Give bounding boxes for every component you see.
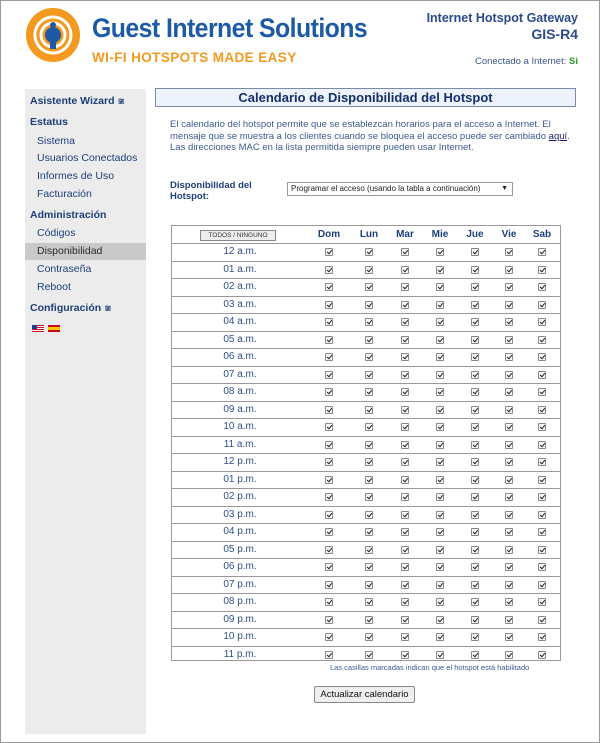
schedule-checkbox[interactable] bbox=[505, 248, 513, 256]
row-divider bbox=[172, 628, 560, 629]
schedule-checkbox[interactable] bbox=[505, 336, 513, 344]
product-model: GIS-R4 bbox=[531, 26, 578, 42]
connection-label: Conectado a Internet: bbox=[475, 56, 567, 67]
schedule-checkbox[interactable] bbox=[436, 651, 444, 659]
row-divider bbox=[172, 418, 560, 419]
sidebar-item-informes-de-uso[interactable]: Informes de Uso bbox=[37, 170, 115, 182]
schedule-checkbox[interactable] bbox=[365, 353, 373, 361]
schedule-checkbox[interactable] bbox=[436, 283, 444, 291]
intro-text: El calendario del hotspot permite que se establezcan horarios para el acceso a Internet. El mensaje que se muestra a los clientes cuando se bloquea el acceso puede ser cambiado aquí. Las direcciones MAC en la lista permitida siempre pueden usar Internet. bbox=[170, 119, 570, 153]
hour-label: 02 p.m. bbox=[223, 491, 257, 502]
hour-label: 01 a.m. bbox=[223, 263, 257, 275]
schedule-checkbox[interactable] bbox=[401, 423, 409, 431]
connection-value: Si bbox=[569, 56, 578, 67]
schedule-checkbox[interactable] bbox=[365, 598, 373, 606]
row-divider bbox=[172, 261, 560, 262]
schedule-checkbox[interactable] bbox=[365, 248, 373, 256]
hour-label: 08 p.m. bbox=[223, 596, 257, 607]
schedule-checkbox[interactable] bbox=[365, 458, 373, 466]
row-divider bbox=[172, 296, 560, 297]
schedule-checkbox[interactable] bbox=[505, 441, 513, 449]
schedule-checkbox[interactable] bbox=[365, 581, 373, 589]
schedule-checkbox[interactable] bbox=[538, 301, 546, 309]
row-divider bbox=[172, 313, 560, 314]
schedule-checkbox[interactable] bbox=[538, 318, 546, 326]
schedule-checkbox[interactable] bbox=[401, 581, 409, 589]
sidebar-item-contrasena[interactable]: Contraseña bbox=[37, 263, 92, 275]
schedule-checkbox[interactable] bbox=[538, 423, 546, 431]
schedule-checkbox[interactable] bbox=[436, 581, 444, 589]
schedule-checkbox[interactable] bbox=[471, 511, 479, 519]
schedule-checkbox[interactable] bbox=[505, 581, 513, 589]
schedule-checkbox[interactable] bbox=[401, 493, 409, 501]
schedule-checkbox[interactable] bbox=[538, 441, 546, 449]
schedule-checkbox[interactable] bbox=[365, 511, 373, 519]
sidebar-item-codigos[interactable]: Códigos bbox=[37, 227, 76, 239]
schedule-checkbox[interactable] bbox=[365, 318, 373, 326]
schedule-checkbox[interactable] bbox=[436, 336, 444, 344]
product-name: Internet Hotspot Gateway bbox=[426, 11, 578, 25]
schedule-checkbox[interactable] bbox=[401, 406, 409, 414]
schedule-checkbox[interactable] bbox=[325, 283, 333, 291]
schedule-checkbox[interactable] bbox=[471, 546, 479, 554]
schedule-checkbox[interactable] bbox=[401, 476, 409, 484]
schedule-checkbox[interactable] bbox=[538, 406, 546, 414]
schedule-checkbox[interactable] bbox=[538, 283, 546, 291]
schedule-checkbox[interactable] bbox=[471, 423, 479, 431]
hour-label: 08 a.m. bbox=[223, 386, 257, 397]
schedule-checkbox[interactable] bbox=[401, 563, 409, 571]
schedule-table bbox=[171, 225, 561, 661]
schedule-checkbox[interactable] bbox=[436, 388, 444, 396]
schedule-checkbox[interactable] bbox=[401, 528, 409, 536]
hour-label: 04 a.m. bbox=[223, 316, 257, 327]
brand-name: Guest Internet Solutions bbox=[92, 13, 368, 43]
schedule-checkbox[interactable] bbox=[505, 458, 513, 466]
hour-label: 10 a.m. bbox=[223, 421, 257, 432]
row-divider bbox=[172, 506, 560, 507]
schedule-checkbox[interactable] bbox=[505, 528, 513, 536]
schedule-checkbox[interactable] bbox=[436, 301, 444, 309]
schedule-checkbox[interactable] bbox=[325, 546, 333, 554]
schedule-checkbox[interactable] bbox=[325, 371, 333, 379]
schedule-checkbox[interactable] bbox=[365, 423, 373, 431]
schedule-checkbox[interactable] bbox=[538, 616, 546, 624]
schedule-checkbox[interactable] bbox=[471, 563, 479, 571]
schedule-checkbox[interactable] bbox=[505, 283, 513, 291]
schedule-checkbox[interactable] bbox=[471, 388, 479, 396]
schedule-checkbox[interactable] bbox=[505, 511, 513, 519]
schedule-checkbox[interactable] bbox=[325, 248, 333, 256]
day-header: Mie bbox=[431, 229, 449, 240]
schedule-checkbox[interactable] bbox=[436, 563, 444, 571]
schedule-checkbox[interactable] bbox=[471, 458, 479, 466]
schedule-checkbox[interactable] bbox=[538, 476, 546, 484]
schedule-checkbox[interactable] bbox=[436, 371, 444, 379]
connection-status bbox=[475, 56, 578, 67]
schedule-checkbox[interactable] bbox=[538, 651, 546, 659]
day-header: Vie bbox=[501, 229, 517, 240]
schedule-checkbox[interactable] bbox=[505, 616, 513, 624]
es-flag-icon[interactable] bbox=[48, 325, 60, 332]
schedule-checkbox[interactable] bbox=[401, 283, 409, 291]
schedule-checkbox[interactable] bbox=[538, 266, 546, 274]
schedule-checkbox[interactable] bbox=[401, 511, 409, 519]
sidebar-head-estatus: Estatus bbox=[30, 116, 68, 128]
schedule-checkbox[interactable] bbox=[325, 633, 333, 641]
schedule-checkbox[interactable] bbox=[365, 493, 373, 501]
schedule-checkbox[interactable] bbox=[401, 301, 409, 309]
schedule-checkbox[interactable] bbox=[538, 633, 546, 641]
schedule-checkbox[interactable] bbox=[365, 616, 373, 624]
schedule-checkbox[interactable] bbox=[505, 598, 513, 606]
schedule-checkbox[interactable] bbox=[471, 283, 479, 291]
schedule-checkbox[interactable] bbox=[471, 493, 479, 501]
schedule-checkbox[interactable] bbox=[471, 633, 479, 641]
hour-label: 02 a.m. bbox=[223, 281, 257, 292]
schedule-checkbox[interactable] bbox=[538, 546, 546, 554]
schedule-checkbox[interactable] bbox=[471, 476, 479, 484]
schedule-checkbox[interactable] bbox=[365, 283, 373, 291]
schedule-checkbox[interactable] bbox=[505, 301, 513, 309]
row-divider bbox=[172, 348, 560, 349]
row-divider bbox=[172, 331, 560, 332]
schedule-checkbox[interactable] bbox=[401, 353, 409, 361]
hour-label: 06 p.m. bbox=[223, 561, 257, 572]
schedule-checkbox[interactable] bbox=[538, 458, 546, 466]
schedule-checkbox[interactable] bbox=[325, 318, 333, 326]
row-divider bbox=[172, 471, 560, 472]
schedule-checkbox[interactable] bbox=[365, 371, 373, 379]
row-divider bbox=[172, 401, 560, 402]
sidebar bbox=[25, 89, 146, 734]
schedule-checkbox[interactable] bbox=[505, 388, 513, 396]
hour-label: 11 a.m. bbox=[223, 438, 257, 450]
schedule-checkbox[interactable] bbox=[325, 493, 333, 501]
sidebar-item-usuarios-conectados[interactable]: Usuarios Conectados bbox=[37, 152, 138, 164]
schedule-checkbox[interactable] bbox=[471, 651, 479, 659]
schedule-checkbox[interactable] bbox=[505, 423, 513, 431]
day-header: Mar bbox=[396, 229, 414, 240]
schedule-checkbox[interactable] bbox=[471, 318, 479, 326]
hour-label: 05 p.m. bbox=[223, 543, 257, 555]
schedule-checkbox[interactable] bbox=[471, 598, 479, 606]
schedule-checkbox[interactable] bbox=[365, 546, 373, 554]
schedule-checkbox[interactable] bbox=[436, 353, 444, 361]
schedule-checkbox[interactable] bbox=[325, 528, 333, 536]
schedule-checkbox[interactable] bbox=[325, 353, 333, 361]
schedule-checkbox[interactable] bbox=[325, 441, 333, 449]
schedule-checkbox[interactable] bbox=[436, 476, 444, 484]
schedule-checkbox[interactable] bbox=[538, 388, 546, 396]
sidebar-item-sistema[interactable]: Sistema bbox=[37, 135, 75, 147]
hour-label: 09 p.m. bbox=[223, 613, 257, 625]
schedule-checkbox[interactable] bbox=[471, 616, 479, 624]
schedule-checkbox[interactable] bbox=[365, 336, 373, 344]
schedule-checkbox[interactable] bbox=[401, 318, 409, 326]
schedule-checkbox[interactable] bbox=[505, 493, 513, 501]
schedule-checkbox[interactable] bbox=[471, 353, 479, 361]
schedule-checkbox[interactable] bbox=[538, 581, 546, 589]
row-divider bbox=[172, 436, 560, 437]
schedule-checkbox[interactable] bbox=[505, 563, 513, 571]
sidebar-item-reboot[interactable]: Reboot bbox=[37, 281, 71, 293]
schedule-checkbox[interactable] bbox=[471, 528, 479, 536]
update-calendar-button[interactable]: Actualizar calendario bbox=[314, 686, 415, 703]
schedule-checkbox[interactable] bbox=[365, 476, 373, 484]
schedule-checkbox[interactable] bbox=[325, 598, 333, 606]
hour-label: 12 a.m. bbox=[223, 246, 257, 257]
row-divider bbox=[172, 541, 560, 542]
schedule-checkbox[interactable] bbox=[538, 511, 546, 519]
schedule-checkbox[interactable] bbox=[436, 441, 444, 449]
schedule-checkbox[interactable] bbox=[401, 616, 409, 624]
schedule-checkbox[interactable] bbox=[365, 266, 373, 274]
sidebar-item-facturacion[interactable]: Facturación bbox=[37, 188, 92, 200]
schedule-checkbox[interactable] bbox=[365, 651, 373, 659]
schedule-checkbox[interactable] bbox=[505, 651, 513, 659]
row-divider bbox=[172, 243, 560, 244]
hour-label: 03 p.m. bbox=[223, 508, 257, 520]
schedule-checkbox[interactable] bbox=[471, 371, 479, 379]
availability-select[interactable]: Programar el acceso (usando la tabla a continuación) ▼ bbox=[287, 182, 513, 196]
schedule-checkbox[interactable] bbox=[538, 371, 546, 379]
hour-label: 12 p.m. bbox=[223, 456, 257, 467]
availability-label: Disponibilidad del Hotspot: bbox=[170, 180, 252, 202]
schedule-checkbox[interactable] bbox=[436, 511, 444, 519]
us-flag-icon[interactable] bbox=[32, 325, 44, 332]
schedule-checkbox[interactable] bbox=[365, 441, 373, 449]
schedule-checkbox[interactable] bbox=[436, 493, 444, 501]
row-divider bbox=[172, 576, 560, 577]
schedule-checkbox[interactable] bbox=[325, 563, 333, 571]
row-divider bbox=[172, 278, 560, 279]
schedule-checkbox[interactable] bbox=[401, 633, 409, 641]
schedule-checkbox[interactable] bbox=[365, 388, 373, 396]
brand-tagline: WI-FI HOTSPOTS MADE EASY bbox=[92, 50, 297, 65]
schedule-checkbox[interactable] bbox=[325, 423, 333, 431]
day-header: Lun bbox=[359, 229, 379, 240]
schedule-checkbox[interactable] bbox=[365, 528, 373, 536]
schedule-checkbox[interactable] bbox=[471, 406, 479, 414]
schedule-checkbox[interactable] bbox=[325, 406, 333, 414]
row-divider bbox=[172, 488, 560, 489]
schedule-checkbox[interactable] bbox=[401, 651, 409, 659]
schedule-checkbox[interactable] bbox=[325, 388, 333, 396]
gis-logo-icon bbox=[23, 5, 83, 65]
hour-label: 01 p.m. bbox=[223, 473, 257, 485]
schedule-checkbox[interactable] bbox=[401, 371, 409, 379]
schedule-checkbox[interactable] bbox=[401, 266, 409, 274]
message-link[interactable]: aquí bbox=[548, 130, 568, 142]
schedule-checkbox[interactable] bbox=[325, 616, 333, 624]
row-divider bbox=[172, 523, 560, 524]
table-footnote: Las casillas marcadas indican que el hotspot está habilitado bbox=[330, 663, 530, 672]
schedule-checkbox[interactable] bbox=[325, 651, 333, 659]
schedule-checkbox[interactable] bbox=[505, 318, 513, 326]
schedule-checkbox[interactable] bbox=[505, 371, 513, 379]
hour-label: 06 a.m. bbox=[223, 351, 257, 362]
schedule-checkbox[interactable] bbox=[505, 546, 513, 554]
sidebar-item-disponibilidad[interactable]: Disponibilidad bbox=[25, 243, 146, 260]
schedule-checkbox[interactable] bbox=[365, 633, 373, 641]
schedule-checkbox[interactable] bbox=[365, 301, 373, 309]
schedule-checkbox[interactable] bbox=[401, 598, 409, 606]
double-chevron-down-icon: ≆ bbox=[117, 96, 125, 106]
schedule-checkbox[interactable] bbox=[436, 248, 444, 256]
sidebar-head-configuracion[interactable]: Configuración ≆ bbox=[30, 302, 112, 314]
schedule-checkbox[interactable] bbox=[436, 406, 444, 414]
hour-label: 07 a.m. bbox=[223, 368, 257, 380]
schedule-checkbox[interactable] bbox=[436, 423, 444, 431]
hour-label: 05 a.m. bbox=[223, 333, 257, 345]
schedule-checkbox[interactable] bbox=[401, 248, 409, 256]
hour-label: 07 p.m. bbox=[223, 578, 257, 590]
dropdown-arrow-icon: ▼ bbox=[501, 185, 508, 192]
schedule-checkbox[interactable] bbox=[325, 581, 333, 589]
schedule-checkbox[interactable] bbox=[436, 266, 444, 274]
hour-label: 11 p.m. bbox=[223, 648, 257, 660]
schedule-checkbox[interactable] bbox=[471, 301, 479, 309]
schedule-checkbox[interactable] bbox=[471, 441, 479, 449]
row-divider bbox=[172, 611, 560, 612]
row-divider bbox=[172, 453, 560, 454]
schedule-checkbox[interactable] bbox=[471, 266, 479, 274]
hour-label: 09 a.m. bbox=[223, 403, 257, 415]
schedule-checkbox[interactable] bbox=[471, 336, 479, 344]
day-header: Sab bbox=[532, 229, 552, 240]
schedule-checkbox[interactable] bbox=[436, 598, 444, 606]
double-chevron-down-icon: ≆ bbox=[104, 303, 112, 313]
schedule-checkbox[interactable] bbox=[401, 458, 409, 466]
schedule-checkbox[interactable] bbox=[538, 598, 546, 606]
row-divider bbox=[172, 646, 560, 647]
hour-label: 03 a.m. bbox=[223, 298, 257, 310]
schedule-checkbox[interactable] bbox=[505, 266, 513, 274]
schedule-checkbox[interactable] bbox=[538, 353, 546, 361]
schedule-checkbox[interactable] bbox=[505, 406, 513, 414]
day-header: Dom bbox=[317, 229, 341, 240]
hour-label: 10 p.m. bbox=[223, 631, 257, 642]
schedule-checkbox[interactable] bbox=[401, 546, 409, 554]
all-none-button[interactable]: TODOS / NINGUNO bbox=[200, 230, 276, 241]
sidebar-head-wizard[interactable]: Asistente Wizard ≆ bbox=[30, 95, 125, 107]
schedule-checkbox[interactable] bbox=[365, 563, 373, 571]
schedule-checkbox[interactable] bbox=[538, 336, 546, 344]
sidebar-head-administracion: Administración bbox=[30, 209, 107, 221]
schedule-checkbox[interactable] bbox=[325, 511, 333, 519]
schedule-checkbox[interactable] bbox=[325, 301, 333, 309]
schedule-checkbox[interactable] bbox=[538, 563, 546, 571]
schedule-checkbox[interactable] bbox=[325, 476, 333, 484]
schedule-checkbox[interactable] bbox=[401, 441, 409, 449]
schedule-checkbox[interactable] bbox=[436, 633, 444, 641]
schedule-checkbox[interactable] bbox=[436, 318, 444, 326]
day-header: Jue bbox=[466, 229, 484, 240]
schedule-checkbox[interactable] bbox=[471, 248, 479, 256]
schedule-checkbox[interactable] bbox=[538, 528, 546, 536]
schedule-checkbox[interactable] bbox=[505, 476, 513, 484]
row-divider bbox=[172, 366, 560, 367]
schedule-checkbox[interactable] bbox=[538, 248, 546, 256]
schedule-checkbox[interactable] bbox=[401, 336, 409, 344]
schedule-checkbox[interactable] bbox=[471, 581, 479, 589]
schedule-checkbox[interactable] bbox=[436, 528, 444, 536]
page-title: Calendario de Disponibilidad del Hotspot bbox=[155, 88, 576, 107]
schedule-checkbox[interactable] bbox=[365, 406, 373, 414]
schedule-checkbox[interactable] bbox=[436, 616, 444, 624]
schedule-checkbox[interactable] bbox=[325, 336, 333, 344]
hour-label: 04 p.m. bbox=[223, 526, 257, 537]
row-divider bbox=[172, 383, 560, 384]
schedule-checkbox[interactable] bbox=[505, 353, 513, 361]
schedule-checkbox[interactable] bbox=[325, 266, 333, 274]
schedule-checkbox[interactable] bbox=[505, 633, 513, 641]
schedule-checkbox[interactable] bbox=[436, 546, 444, 554]
schedule-checkbox[interactable] bbox=[538, 493, 546, 501]
schedule-checkbox[interactable] bbox=[325, 458, 333, 466]
row-divider bbox=[172, 558, 560, 559]
row-divider bbox=[172, 593, 560, 594]
schedule-checkbox[interactable] bbox=[436, 458, 444, 466]
schedule-checkbox[interactable] bbox=[401, 388, 409, 396]
